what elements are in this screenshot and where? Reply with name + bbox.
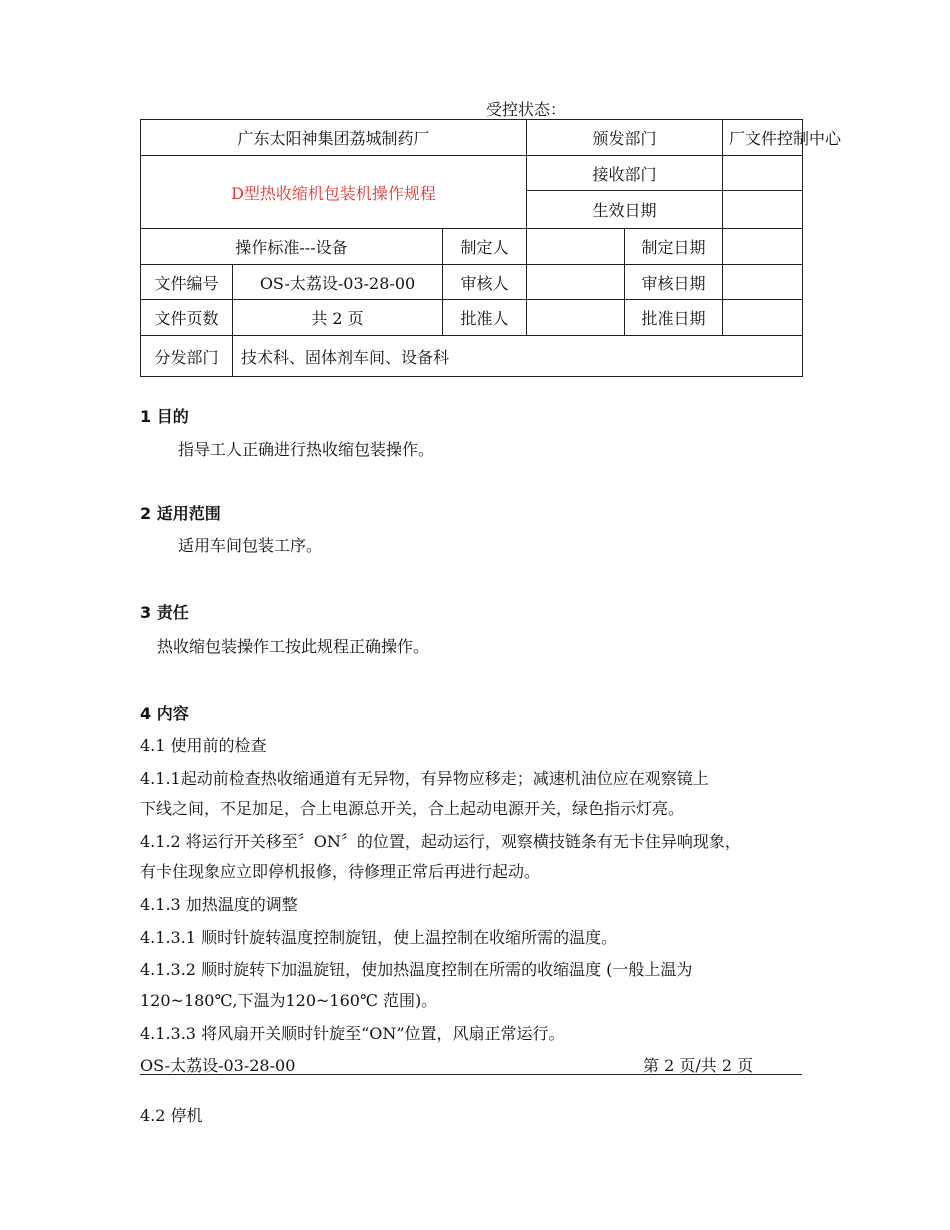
- approver-value: [527, 300, 625, 336]
- standard-type: 操作标准---设备: [141, 229, 443, 265]
- section-3-text: 热收缩包装操作工按此规程正确操作。: [157, 637, 430, 656]
- content-line: 4.1.3.2 顺时旋转下加温旋钮，使加热温度控制在所需的收缩温度 (一般上温为: [140, 960, 693, 979]
- section-1-title: 1 目的: [140, 407, 189, 426]
- content-line: 下线之间，不足加足，合上电源总开关，合上起动电源开关，绿色指示灯亮。: [140, 799, 685, 818]
- content-line: 4.1.2 将运行开关移至〞ON〞的位置，起动运行，观察横技链条有无卡住异响现象，: [140, 832, 741, 851]
- footer-rule: [140, 1074, 802, 1075]
- make-date-value: [723, 229, 803, 265]
- content-line: 4.1.3.1 顺时针旋转温度控制旋钮，使上温控制在收缩所需的温度。: [140, 928, 618, 947]
- review-date-label: 审核日期: [625, 265, 723, 300]
- receive-dept-label: 接收部门: [527, 156, 723, 191]
- content-line: 4.1.1起动前检查热收缩通道有无异物，有异物应移走；减速机油位应在观察镜上: [140, 769, 709, 788]
- issue-dept-label: 颁发部门: [527, 120, 723, 156]
- approve-date-value: [723, 300, 803, 336]
- control-status: 受控状态：: [486, 100, 567, 119]
- issue-dept-value-cell: 厂文件控制中心: [723, 120, 803, 156]
- footer-page-number: 第 2 页/共 2 页: [643, 1056, 754, 1075]
- review-date-value: [723, 265, 803, 300]
- distribution-label: 分发部门: [141, 336, 233, 377]
- content-line: 4.1.3.3 将风扇开关顺时针旋至“ON”位置，风扇正常运行。: [140, 1024, 565, 1043]
- section-4-title: 4 内容: [140, 704, 189, 723]
- maker-value: [527, 229, 625, 265]
- document-header-table: [140, 119, 842, 229]
- section-1-text: 指导工人正确进行热收缩包装操作。: [178, 440, 435, 459]
- distribution-value: 技术科、固体剂车间、设备科: [233, 336, 803, 377]
- pages-label: 文件页数: [141, 300, 233, 336]
- document-title: D型热收缩机包装机操作规程: [141, 156, 527, 229]
- reviewer-label: 审核人: [443, 265, 527, 300]
- footer-doc-no: OS-太荔设-03-28-00: [140, 1056, 296, 1075]
- content-line: 4.1 使用前的检查: [140, 736, 267, 755]
- section-2-title: 2 适用范围: [140, 504, 221, 523]
- maker-label: 制定人: [443, 229, 527, 265]
- receive-dept-value: [723, 156, 803, 191]
- approver-label: 批准人: [443, 300, 527, 336]
- content-line: 4.1.3 加热温度的调整: [140, 895, 298, 914]
- content-line: 120~180℃,下温为120~160℃ 范围)。: [140, 991, 438, 1010]
- section-3-title: 3 责任: [140, 603, 189, 622]
- section-2-text: 适用车间包装工序。: [178, 536, 323, 555]
- make-date-label: 制定日期: [625, 229, 723, 265]
- approve-date-label: 批准日期: [625, 300, 723, 336]
- company-name: 广东太阳神集团荔城制药厂: [141, 120, 527, 156]
- effective-date-value: [723, 191, 803, 229]
- reviewer-value: [527, 265, 625, 300]
- content-line: 有卡住现象应立即停机报修，待修理正常后再进行起动。: [140, 862, 541, 881]
- pages-value: 共 2 页: [233, 300, 443, 336]
- doc-no-value: OS-太荔设-03-28-00: [233, 265, 443, 300]
- doc-no-label: 文件编号: [141, 265, 233, 300]
- document-header-table-lower: [140, 228, 803, 377]
- content-line: 4.2 停机: [140, 1106, 203, 1125]
- effective-date-label: 生效日期: [527, 191, 723, 229]
